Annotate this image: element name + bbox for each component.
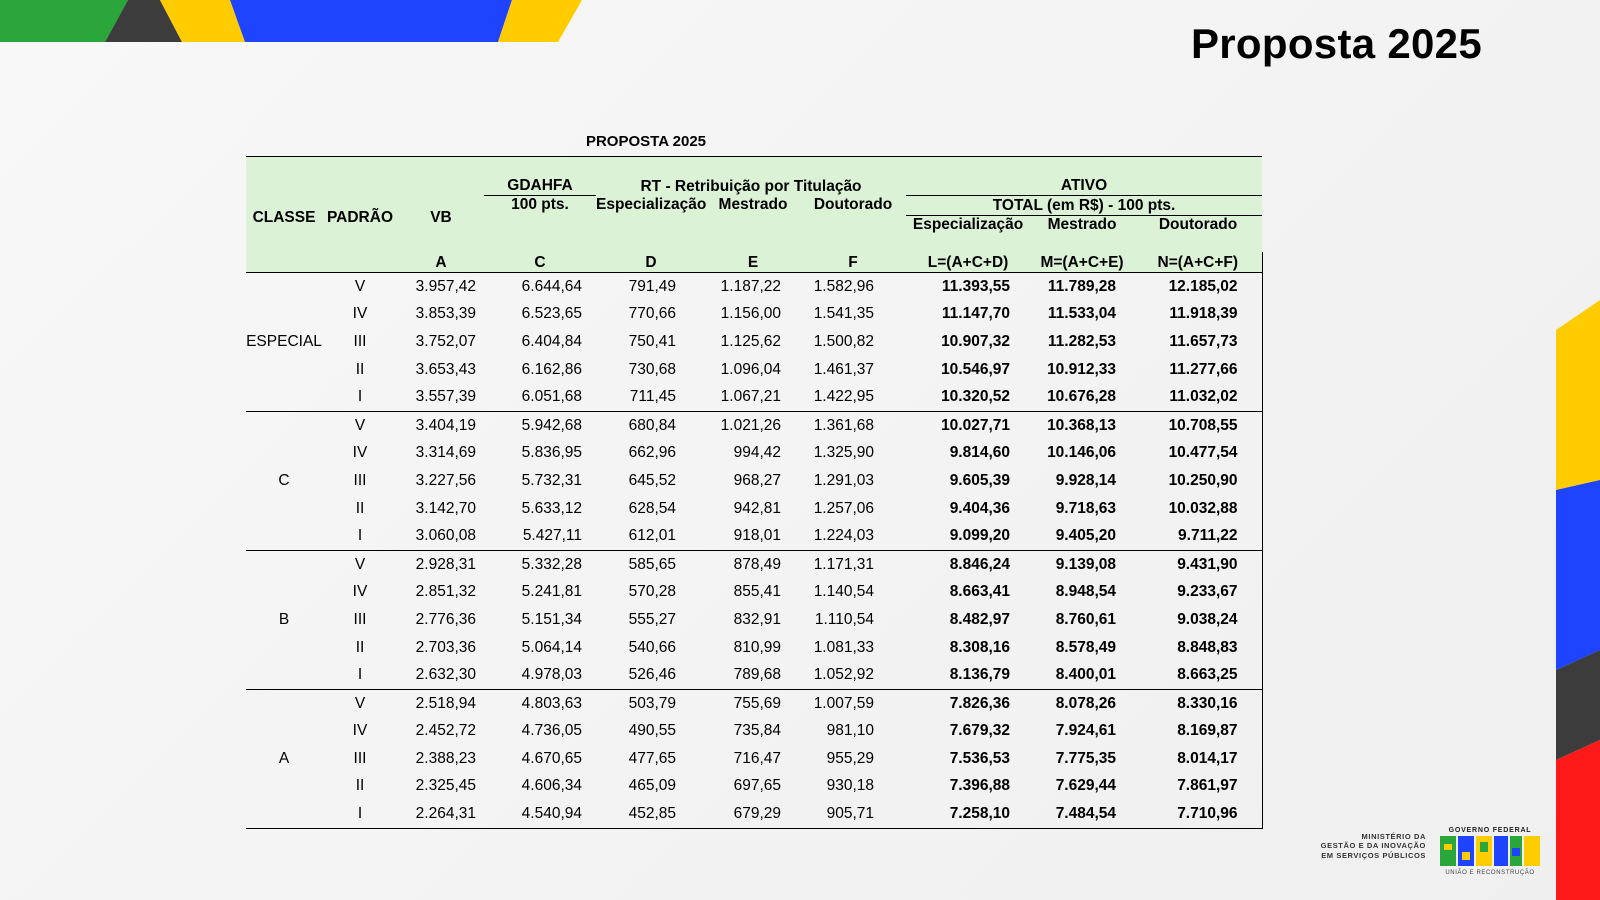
rt-mestrado-cell: 942,81 [733, 499, 781, 517]
rt-mestrado-cell: 679,29 [706, 800, 800, 828]
total-l-cell: 8.663,41 [949, 583, 1011, 601]
table-caption: PROPOSTA 2025 [585, 133, 707, 150]
table-row [246, 718, 1262, 746]
padrao-cell: V [354, 277, 366, 295]
padrao-cell: III [353, 749, 367, 767]
vb-cell: 3.227,56 [415, 471, 476, 489]
header-doutorado-rt: Doutorado [800, 196, 906, 253]
vb-cell: 2.776,36 [415, 610, 476, 628]
table-row [246, 522, 1262, 550]
total-n-cell: 11.657,73 [1134, 328, 1262, 356]
rt-especializacao-cell: 730,68 [628, 360, 676, 378]
total-l-cell: 8.136,79 [906, 661, 1030, 689]
padrao-cell: II [355, 638, 365, 656]
gdahfa-cell: 5.241,81 [521, 583, 582, 601]
vb-cell: 3.314,69 [415, 444, 476, 462]
rt-doutorado-cell: 1.052,92 [800, 661, 906, 689]
rt-mestrado-cell: 1.067,21 [706, 383, 800, 411]
rt-mestrado-cell: 1.187,22 [720, 277, 781, 295]
total-m-cell: 8.948,54 [1055, 583, 1117, 601]
table-row [246, 661, 1262, 689]
right-color-band [1556, 300, 1600, 900]
top-color-band [0, 0, 600, 44]
rt-doutorado-cell: 1.291,03 [813, 471, 875, 489]
total-m-cell: 11.282,53 [1047, 332, 1117, 350]
vb-cell: 3.653,43 [415, 360, 476, 378]
table-row [246, 579, 1262, 607]
rt-doutorado-cell: 905,71 [800, 800, 906, 828]
rt-mestrado-cell: 878,49 [733, 555, 781, 573]
vb-cell: 3.557,39 [398, 383, 484, 411]
total-m-cell: 7.629,44 [1055, 777, 1117, 795]
gdahfa-cell: 6.162,86 [521, 360, 582, 378]
total-m-cell: 10.368,13 [1047, 416, 1117, 434]
total-m-cell: 7.924,61 [1055, 722, 1117, 740]
total-n-cell: 10.708,55 [1134, 411, 1262, 439]
total-n-cell: 9.431,90 [1134, 550, 1262, 578]
total-m-cell: 7.484,54 [1030, 800, 1134, 828]
vb-cell: 2.325,45 [415, 777, 476, 795]
rt-doutorado-cell: 1.422,95 [800, 383, 906, 411]
rt-doutorado-cell: 1.325,90 [813, 444, 875, 462]
table-row [246, 606, 1262, 634]
rt-especializacao-cell: 452,85 [596, 800, 706, 828]
rt-especializacao-cell: 711,45 [596, 383, 706, 411]
total-n-cell: 8.330,16 [1134, 689, 1262, 717]
gdahfa-cell: 6.523,65 [521, 305, 582, 323]
total-n-cell: 8.169,87 [1134, 718, 1262, 746]
total-n-cell: 11.277,66 [1134, 356, 1262, 384]
total-n-cell: 10.477,54 [1134, 440, 1262, 468]
total-l-cell: 11.393,55 [941, 277, 1011, 295]
vb-cell: 3.060,08 [398, 522, 484, 550]
total-n-cell: 9.711,22 [1134, 522, 1262, 550]
gdahfa-cell: 4.978,03 [484, 661, 596, 689]
table-row [246, 773, 1262, 801]
rt-mestrado-cell: 716,47 [733, 749, 781, 767]
total-l-cell: 8.482,97 [949, 610, 1011, 628]
table-body [246, 273, 1262, 829]
total-n-cell: 8.014,17 [1134, 745, 1262, 773]
total-m-cell: 8.400,01 [1030, 661, 1134, 689]
rt-doutorado-cell: 1.110,54 [814, 610, 875, 628]
table-row [246, 383, 1262, 411]
total-m-cell: 8.578,49 [1055, 638, 1117, 656]
header-total: TOTAL (em R$) - 100 pts. [906, 196, 1262, 216]
header-col-d: D [596, 252, 706, 273]
padrao-cell: I [322, 800, 398, 828]
header-row-1 [246, 157, 1262, 196]
total-l-cell: 7.258,10 [906, 800, 1030, 828]
rt-doutorado-cell: 1.541,35 [813, 305, 875, 323]
rt-mestrado-cell: 1.021,26 [720, 416, 781, 434]
rt-especializacao-cell: 662,96 [628, 444, 676, 462]
rt-especializacao-cell: 540,66 [628, 638, 676, 656]
table-row [246, 800, 1262, 828]
rt-especializacao-cell: 570,28 [628, 583, 676, 601]
gdahfa-cell: 5.633,12 [521, 499, 582, 517]
total-n-cell: 11.032,02 [1134, 383, 1262, 411]
rt-doutorado-cell: 930,18 [826, 777, 875, 795]
gdahfa-cell: 5.836,95 [521, 444, 582, 462]
total-l-cell: 9.605,39 [949, 471, 1011, 489]
vb-cell: 3.957,42 [415, 277, 476, 295]
table-row [246, 411, 1262, 439]
rt-especializacao-cell: 555,27 [628, 610, 676, 628]
vb-cell: 2.632,30 [398, 661, 484, 689]
ministry-line-1: MINISTÉRIO DA [1361, 831, 1426, 841]
classe-cell: A [246, 689, 322, 828]
total-m-cell: 8.078,26 [1055, 694, 1117, 712]
rt-especializacao-cell: 628,54 [628, 499, 676, 517]
padrao-cell: II [355, 360, 365, 378]
rt-doutorado-cell: 955,29 [826, 749, 875, 767]
rt-mestrado-cell: 1.096,04 [720, 360, 781, 378]
rt-mestrado-cell: 735,84 [733, 722, 781, 740]
total-n-cell: 7.861,97 [1134, 773, 1262, 801]
slide-title: Proposta 2025 [1190, 20, 1482, 67]
total-m-cell: 9.718,63 [1055, 499, 1117, 517]
rt-mestrado-cell: 789,68 [706, 661, 800, 689]
rt-especializacao-cell: 526,46 [596, 661, 706, 689]
gov-top-text: GOVERNO FEDERAL [1448, 827, 1532, 834]
table-row [246, 550, 1262, 578]
table-row [246, 745, 1262, 773]
total-l-cell: 7.679,32 [949, 722, 1011, 740]
gdahfa-cell: 5.151,34 [521, 610, 582, 628]
total-l-cell: 10.320,52 [906, 383, 1030, 411]
total-m-cell: 9.928,14 [1055, 471, 1117, 489]
table-row [246, 301, 1262, 329]
rt-doutorado-cell: 1.007,59 [813, 694, 875, 712]
total-m-cell: 9.405,20 [1030, 522, 1134, 550]
header-classe: CLASSE [246, 157, 322, 253]
governo-federal-logo [1440, 827, 1540, 876]
header-especializacao-rt: Especialização [596, 196, 706, 253]
classe-cell: C [246, 411, 322, 550]
rt-especializacao-cell: 750,41 [628, 332, 676, 350]
header-row-letters [246, 252, 1262, 273]
rt-mestrado-cell: 832,91 [733, 610, 781, 628]
rt-especializacao-cell: 503,79 [628, 694, 676, 712]
padrao-cell: V [354, 694, 366, 712]
total-l-cell: 10.546,97 [941, 360, 1011, 378]
header-col-l: L=(A+C+D) [906, 252, 1030, 273]
gdahfa-cell: 5.427,11 [484, 522, 596, 550]
salary-table-wrapper [246, 128, 1262, 829]
rt-mestrado-cell: 1.156,00 [720, 305, 781, 323]
header-doutorado-total: Doutorado [1134, 216, 1262, 253]
gdahfa-cell: 4.606,34 [521, 777, 582, 795]
total-m-cell: 10.676,28 [1030, 383, 1134, 411]
ministry-line-3: EM SERVIÇOS PÚBLICOS [1321, 850, 1426, 860]
rt-especializacao-cell: 612,01 [596, 522, 706, 550]
classe-cell: ESPECIAL [246, 273, 322, 412]
rt-doutorado-cell: 1.257,06 [813, 499, 875, 517]
padrao-cell: I [322, 383, 398, 411]
gdahfa-cell: 5.942,68 [521, 416, 582, 434]
vb-cell: 2.518,94 [415, 694, 476, 712]
header-vb: VB [398, 157, 484, 253]
gdahfa-cell: 4.540,94 [484, 800, 596, 828]
padrao-cell: III [353, 471, 367, 489]
rt-especializacao-cell: 680,84 [628, 416, 676, 434]
vb-cell: 3.853,39 [415, 305, 476, 323]
header-col-e: E [706, 252, 800, 273]
padrao-cell: III [353, 332, 367, 350]
gdahfa-cell: 5.064,14 [521, 638, 582, 656]
total-l-cell: 9.814,60 [949, 444, 1011, 462]
rt-doutorado-cell: 1.461,37 [813, 360, 875, 378]
total-m-cell: 9.139,08 [1055, 555, 1117, 573]
rt-doutorado-cell: 981,10 [826, 722, 875, 740]
vb-cell: 3.142,70 [415, 499, 476, 517]
vb-cell: 2.264,31 [398, 800, 484, 828]
total-l-cell: 7.826,36 [949, 694, 1011, 712]
gdahfa-cell: 5.732,31 [521, 471, 582, 489]
vb-cell: 2.928,31 [415, 555, 476, 573]
classe-cell: B [246, 550, 322, 689]
total-l-cell: 9.099,20 [906, 522, 1030, 550]
total-l-cell: 8.308,16 [949, 638, 1011, 656]
total-n-cell: 9.233,67 [1134, 579, 1262, 607]
header-col-f: F [800, 252, 906, 273]
rt-especializacao-cell: 770,66 [628, 305, 676, 323]
rt-doutorado-cell: 1.361,68 [813, 416, 875, 434]
total-m-cell: 11.533,04 [1047, 305, 1117, 323]
padrao-cell: II [355, 499, 365, 517]
table-row [246, 495, 1262, 523]
total-n-cell: 12.185,02 [1134, 273, 1262, 301]
padrao-cell: IV [352, 444, 368, 462]
table-row [246, 634, 1262, 662]
header-mestrado-total: Mestrado [1030, 216, 1134, 253]
table-row [246, 440, 1262, 468]
rt-mestrado-cell: 1.125,62 [720, 332, 781, 350]
gdahfa-cell: 6.644,64 [521, 277, 582, 295]
header-col-c: C [484, 252, 596, 273]
header-col-a: A [398, 252, 484, 273]
rt-especializacao-cell: 645,52 [628, 471, 676, 489]
total-n-cell: 10.250,90 [1134, 467, 1262, 495]
vb-cell: 2.851,32 [415, 583, 476, 601]
total-l-cell: 11.147,70 [941, 305, 1011, 323]
rt-mestrado-cell: 994,42 [733, 444, 781, 462]
header-col-n: N=(A+C+F) [1134, 252, 1262, 273]
header-col-m: M=(A+C+E) [1030, 252, 1134, 273]
gdahfa-cell: 4.803,63 [521, 694, 582, 712]
padrao-cell: I [322, 661, 398, 689]
rt-doutorado-cell: 1.500,82 [813, 332, 875, 350]
table-row [246, 273, 1262, 301]
total-l-cell: 10.027,71 [941, 416, 1011, 434]
header-rt: RT - Retribuição por Titulação [596, 157, 906, 196]
padrao-cell: V [354, 416, 366, 434]
total-l-cell: 10.907,32 [941, 332, 1011, 350]
ministry-line-2: GESTÃO E DA INOVAÇÃO [1320, 841, 1426, 850]
total-m-cell: 7.775,35 [1055, 749, 1117, 767]
gdahfa-cell: 6.051,68 [484, 383, 596, 411]
total-n-cell: 10.032,88 [1134, 495, 1262, 523]
rt-especializacao-cell: 585,65 [628, 555, 676, 573]
header-especializacao-total: Especialização [906, 216, 1030, 253]
rt-especializacao-cell: 791,49 [628, 277, 676, 295]
vb-cell: 2.388,23 [415, 749, 476, 767]
rt-doutorado-cell: 1.140,54 [813, 583, 875, 601]
padrao-cell: II [355, 777, 365, 795]
gdahfa-cell: 6.404,84 [521, 332, 582, 350]
rt-doutorado-cell: 1.224,03 [800, 522, 906, 550]
gov-bottom-text: UNIÃO E RECONSTRUÇÃO [1445, 870, 1535, 876]
rt-doutorado-cell: 1.081,33 [813, 638, 875, 656]
rt-mestrado-cell: 755,69 [733, 694, 781, 712]
total-n-cell: 8.848,83 [1134, 634, 1262, 662]
total-m-cell: 10.146,06 [1047, 444, 1117, 462]
rt-especializacao-cell: 477,65 [628, 749, 676, 767]
gdahfa-cell: 4.670,65 [521, 749, 582, 767]
total-l-cell: 8.846,24 [949, 555, 1011, 573]
padrao-cell: IV [352, 583, 368, 601]
total-n-cell: 8.663,25 [1134, 661, 1262, 689]
padrao-cell: III [353, 610, 367, 628]
ministry-logo-text [1321, 832, 1426, 861]
header-ativo: ATIVO [906, 157, 1262, 196]
header-padrao: PADRÃO [322, 157, 398, 253]
vb-cell: 3.752,07 [415, 332, 476, 350]
footer-logos [1321, 827, 1540, 876]
total-m-cell: 10.912,33 [1047, 360, 1117, 378]
vb-cell: 2.703,36 [415, 638, 476, 656]
padrao-cell: V [354, 555, 366, 573]
total-n-cell: 9.038,24 [1134, 606, 1262, 634]
rt-mestrado-cell: 810,99 [733, 638, 781, 656]
vb-cell: 2.452,72 [415, 722, 476, 740]
padrao-cell: IV [352, 722, 368, 740]
rt-especializacao-cell: 490,55 [628, 722, 676, 740]
total-n-cell: 7.710,96 [1134, 800, 1262, 828]
rt-mestrado-cell: 697,65 [733, 777, 781, 795]
table-row [246, 356, 1262, 384]
header-gdahfa-sub: 100 pts. [484, 196, 596, 253]
total-m-cell: 8.760,61 [1055, 610, 1117, 628]
gdahfa-cell: 5.332,28 [521, 555, 582, 573]
total-l-cell: 9.404,36 [949, 499, 1011, 517]
vb-cell: 3.404,19 [415, 416, 476, 434]
rt-doutorado-cell: 1.171,31 [813, 555, 875, 573]
total-n-cell: 11.918,39 [1134, 301, 1262, 329]
padrao-cell: I [322, 522, 398, 550]
rt-mestrado-cell: 855,41 [733, 583, 781, 601]
rt-mestrado-cell: 918,01 [706, 522, 800, 550]
brasil-logo-icon [1440, 834, 1540, 868]
table-row [246, 689, 1262, 717]
header-gdahfa: GDAHFA [484, 157, 596, 196]
rt-doutorado-cell: 1.582,96 [813, 277, 875, 295]
padrao-cell: IV [352, 305, 368, 323]
salary-table [246, 156, 1263, 829]
total-m-cell: 11.789,28 [1047, 277, 1117, 295]
rt-mestrado-cell: 968,27 [733, 471, 781, 489]
rt-especializacao-cell: 465,09 [628, 777, 676, 795]
gdahfa-cell: 4.736,05 [521, 722, 582, 740]
header-mestrado-rt: Mestrado [706, 196, 800, 253]
table-row [246, 328, 1262, 356]
total-l-cell: 7.536,53 [949, 749, 1011, 767]
table-row [246, 467, 1262, 495]
total-l-cell: 7.396,88 [949, 777, 1011, 795]
